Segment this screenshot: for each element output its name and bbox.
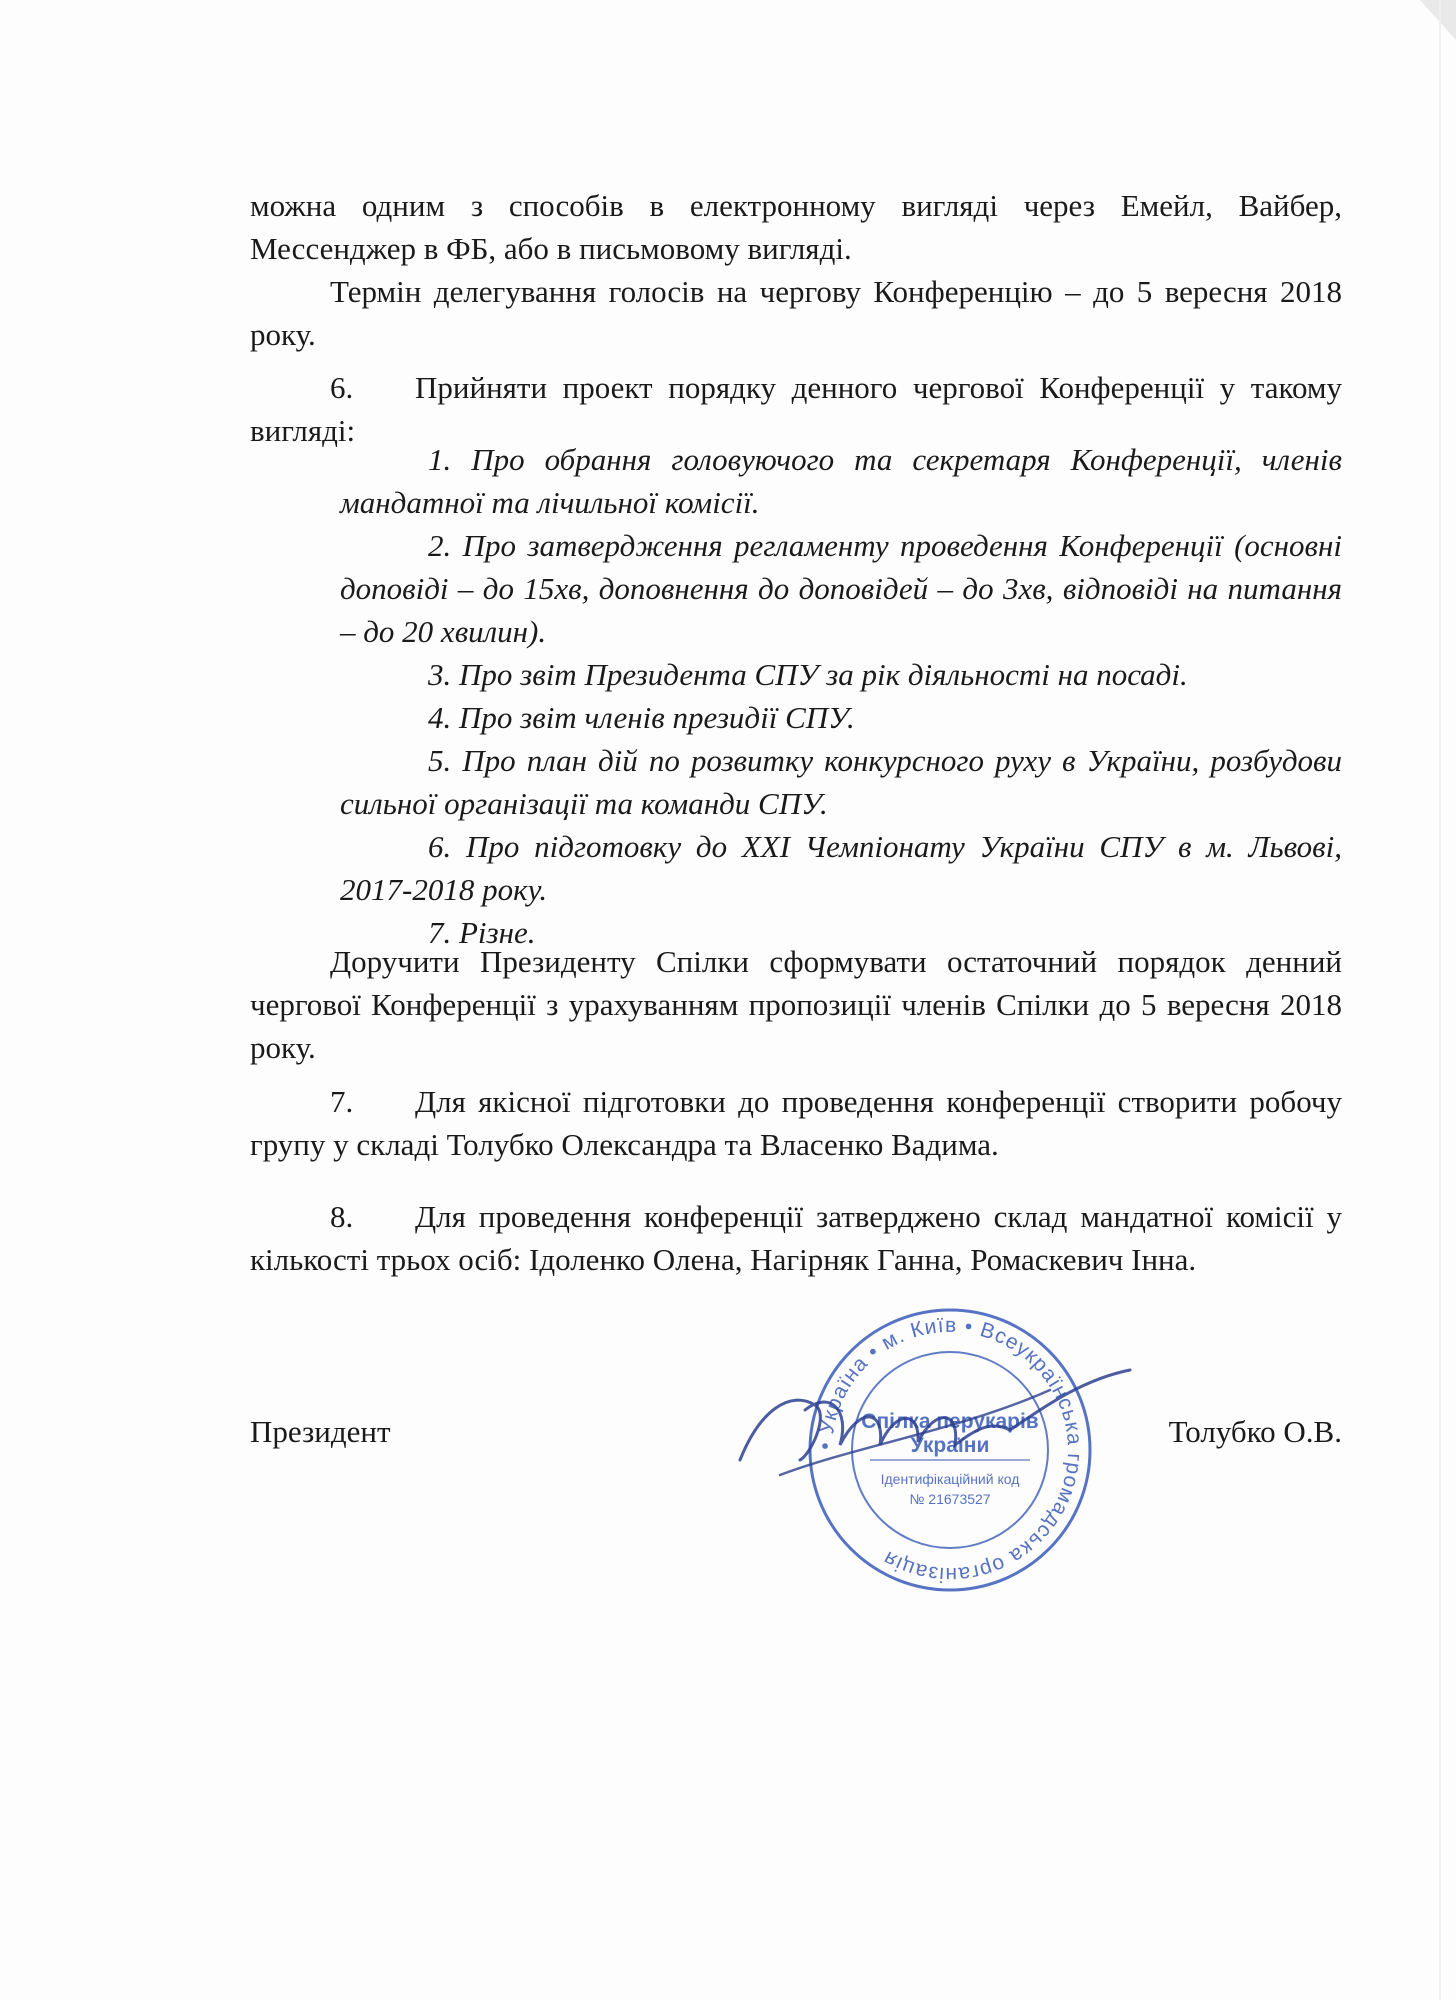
item-6-number: 6. [330, 370, 354, 405]
item-6-text: Прийняти проект порядку денного чергової Конференції у такому вигляді: [250, 370, 1342, 448]
handwritten-signature [720, 1350, 1140, 1500]
agenda-item: 3. Про звіт Президента СПУ за рік діяльності на посаді. [428, 657, 1188, 692]
stamp-center-line1: Спілка перукарів [861, 1410, 1039, 1433]
agenda-item: 1. Про обрання головуючого та секретаря Конференції, членів мандатної та лічильної комісії. [340, 442, 1342, 520]
signatory-title: Президент [250, 1414, 391, 1449]
item-8-number: 8. [330, 1199, 354, 1234]
paragraph-methods: можна одним з способів в електронному вигляді через Емейл, Вайбер, Мессенджер в ФБ, або в письмовому вигляді. [250, 188, 1342, 266]
item-8-text: Для проведення конференції затверджено склад мандатної комісії у кількості трьох осіб: Ідоленко Олена, Нагірняк Ганна, Ромаскевич Інна. [250, 1199, 1342, 1277]
agenda-item: 4. Про звіт членів президії СПУ. [428, 700, 855, 735]
item-8 [250, 1195, 1342, 1281]
signatory-name: Толубко О.В. [1168, 1414, 1342, 1449]
stamp-outer-text: • Україна • м. Київ • Всеукраїнська громадська організація [813, 1313, 1087, 1587]
paragraph-delegate [250, 940, 1342, 1069]
agenda-item: 5. Про план дій по розвитку конкурсного руху в України, розбудови сильної організації та команди СПУ. [340, 743, 1342, 821]
agenda-item: 7. Різне. [428, 915, 536, 950]
item-7 [250, 1080, 1342, 1166]
agenda-item: 6. Про підготовку до XXI Чемпіонату України СПУ в м. Львові, 2017-2018 року. [340, 829, 1342, 907]
item-7-text: Для якісної підготовки до проведення конференції створити робочу групу у складі Толубко Олександра та Власенко Вадима. [250, 1084, 1342, 1162]
agenda-item: 2. Про затвердження регламенту проведення Конференції (основні доповіді – до 15хв, доповнення до доповідей – до 3хв, відповіді на питання – до 20 хвилин). [340, 528, 1342, 649]
paragraph-continuation [250, 184, 1342, 356]
item-7-number: 7. [330, 1084, 354, 1119]
paragraph-delegate-text: Доручити Президенту Спілки сформувати остаточний порядок денний чергової Конференції з урахуванням пропозиції членів Спілки до 5 вересня 2018 року. [250, 944, 1342, 1065]
stamp-center-line2: України [910, 1434, 990, 1457]
stamp-code-value: № 21673527 [909, 1491, 991, 1507]
paragraph-deadline: Термін делегування голосів на чергову Конференцію – до 5 вересня 2018 року. [250, 274, 1342, 352]
agenda-list [340, 438, 1342, 954]
stamp-code-label: Ідентифікаційний код [880, 1471, 1020, 1487]
